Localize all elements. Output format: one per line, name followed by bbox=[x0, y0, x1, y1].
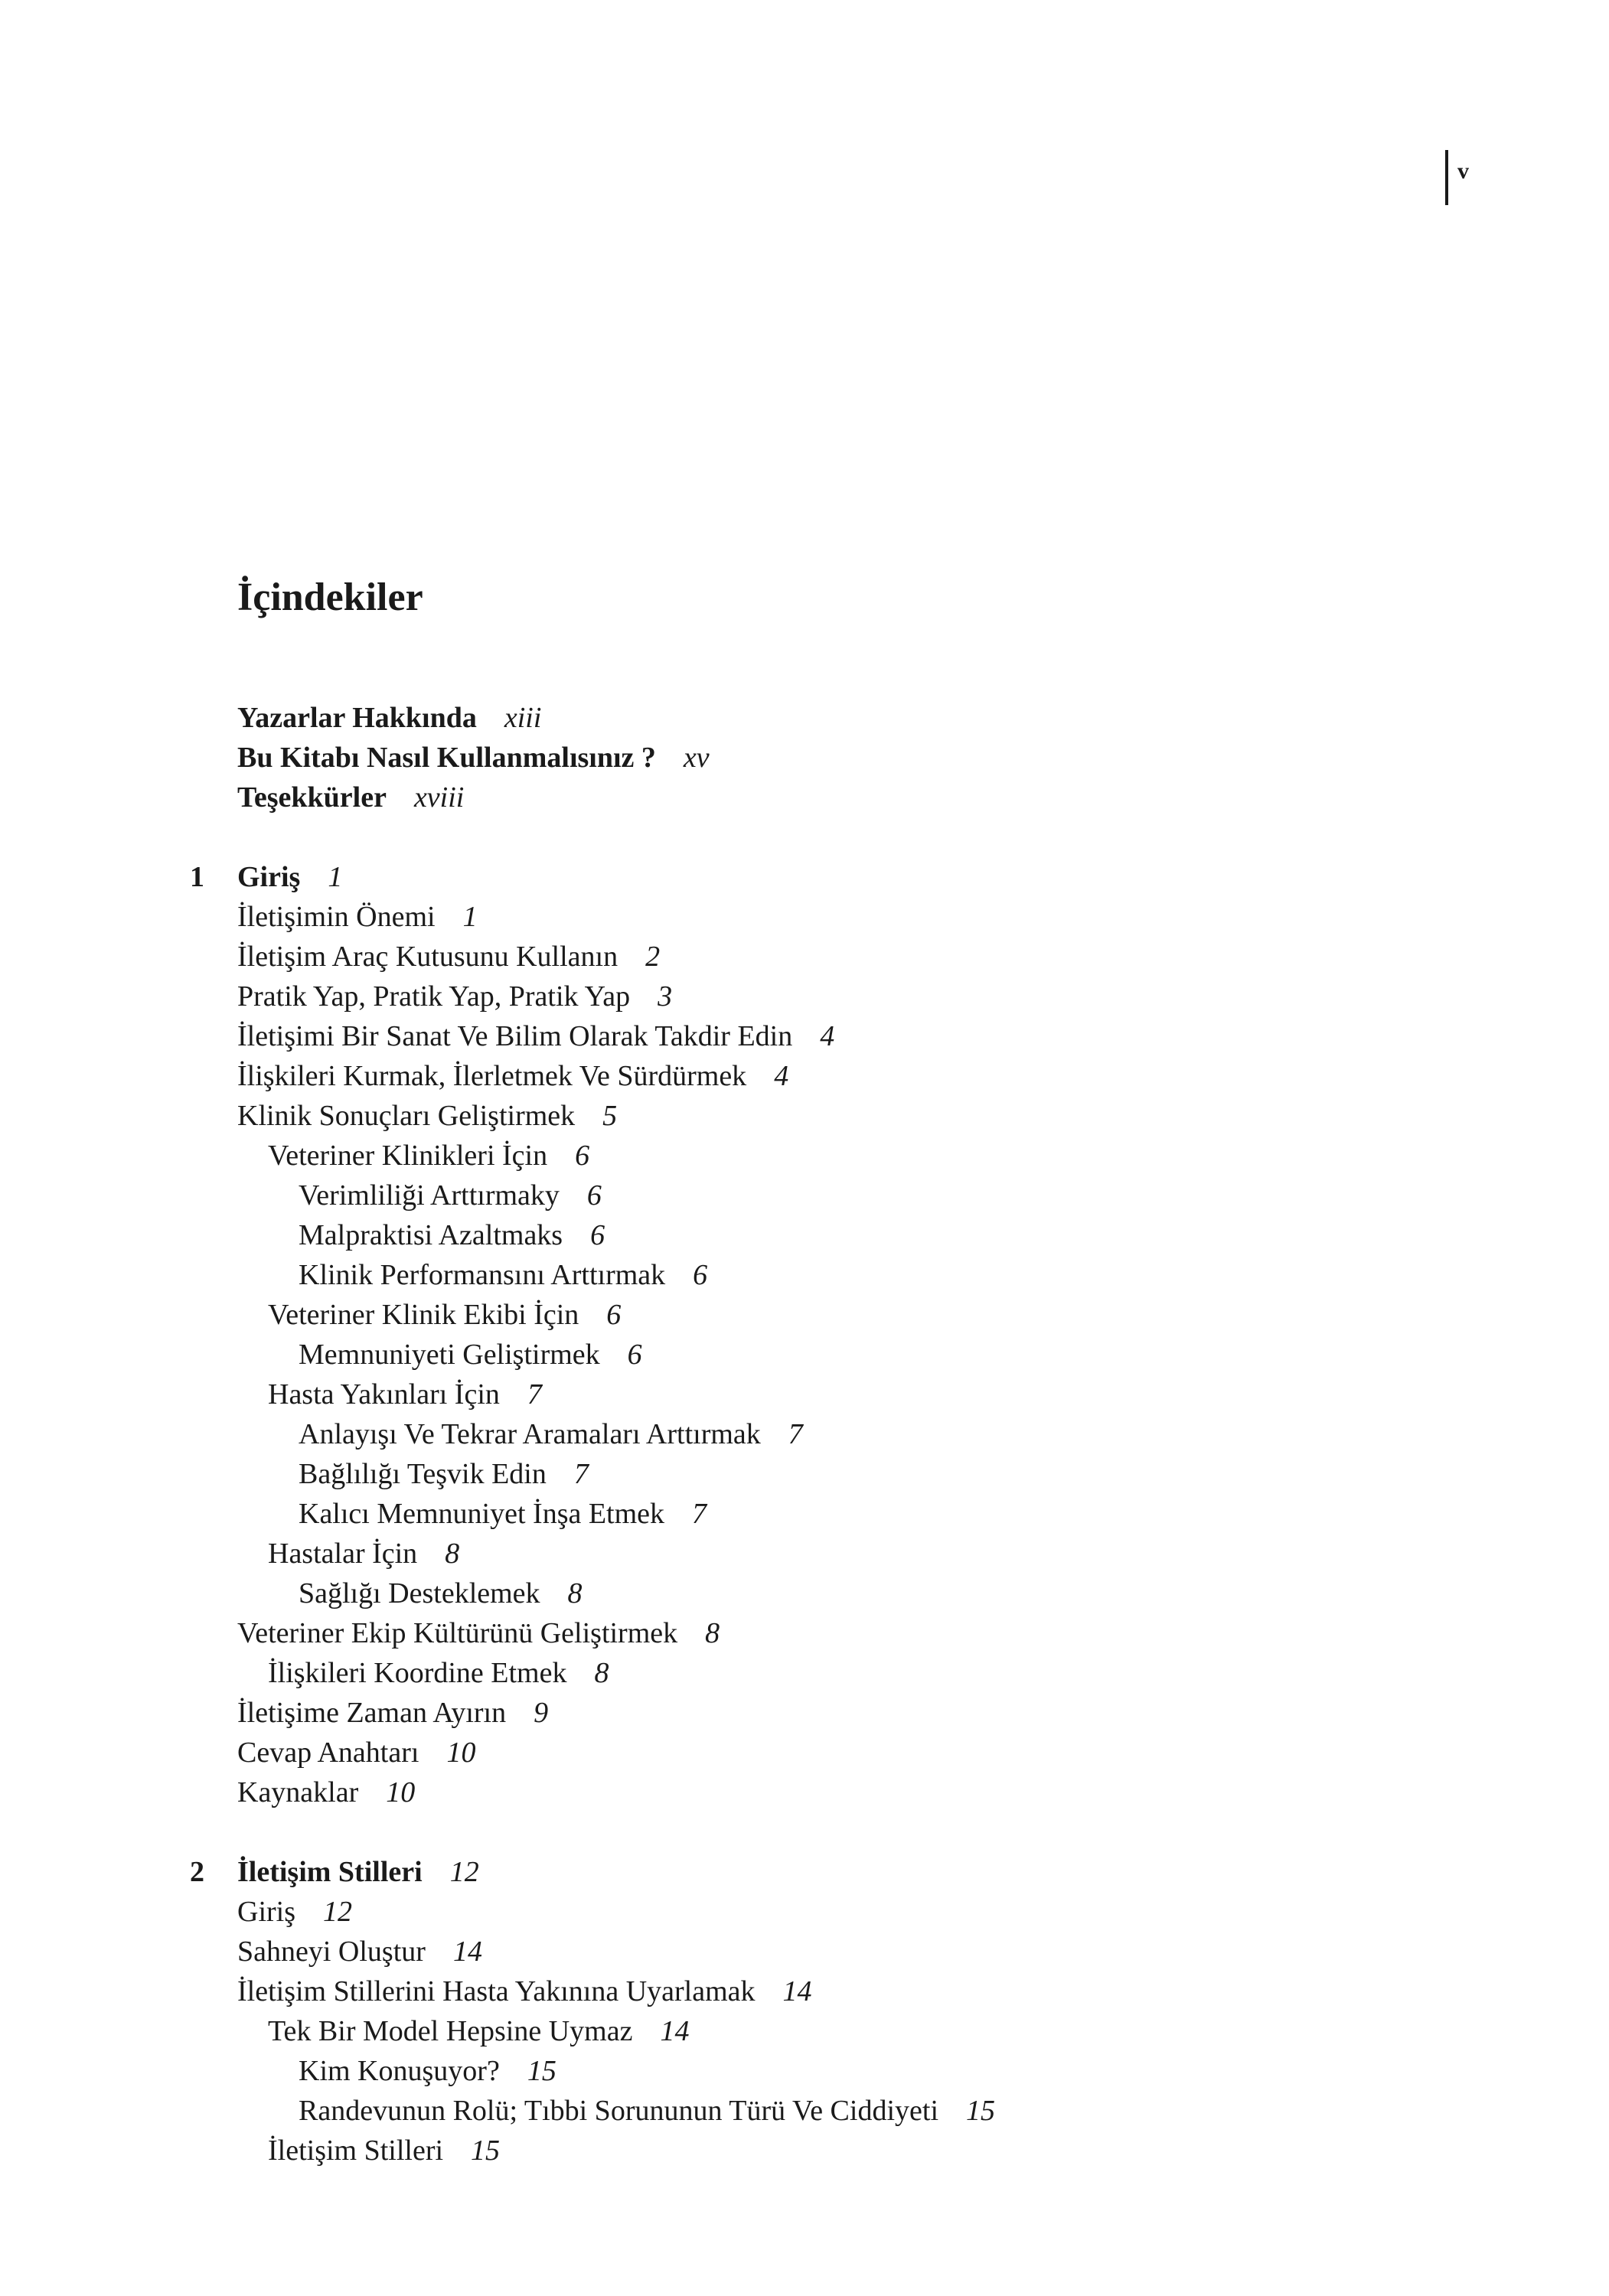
page-title: İçindekiler bbox=[237, 576, 423, 619]
table-of-contents bbox=[190, 698, 1539, 2170]
page-margin-rule bbox=[1445, 150, 1448, 205]
toc-entry[interactable] bbox=[237, 1693, 1539, 1733]
toc-entry[interactable] bbox=[237, 1733, 1539, 1773]
toc-entry-label: Pratik Yap, Pratik Yap, Pratik Yap bbox=[237, 980, 631, 1013]
toc-entry-page: xiii bbox=[504, 702, 542, 734]
toc-entry[interactable] bbox=[237, 1932, 1539, 1971]
toc-entry-label: Kalıcı Memnuniyet İnşa Etmek bbox=[299, 1498, 665, 1530]
toc-entry[interactable] bbox=[237, 1096, 1539, 1136]
toc-entry[interactable] bbox=[237, 1494, 1539, 1534]
toc-entry-page: 6 bbox=[606, 1299, 622, 1331]
toc-entry[interactable] bbox=[237, 738, 1539, 778]
toc-entry-label: Giriş bbox=[237, 861, 301, 893]
toc-entry[interactable] bbox=[237, 1414, 1539, 1454]
toc-entry-label: Veteriner Klinik Ekibi İçin bbox=[268, 1299, 579, 1331]
toc-entry[interactable] bbox=[237, 1255, 1539, 1295]
toc-entry[interactable] bbox=[237, 1016, 1539, 1056]
toc-entry-page: 6 bbox=[590, 1219, 605, 1251]
toc-entry-label: Veteriner Ekip Kültürünü Geliştirmek bbox=[237, 1617, 678, 1649]
toc-entry-page: 14 bbox=[660, 2015, 690, 2047]
toc-entry-label: Yazarlar Hakkında bbox=[237, 702, 477, 734]
toc-entry-page: 8 bbox=[567, 1577, 583, 1609]
toc-entry[interactable] bbox=[237, 2011, 1539, 2051]
toc-entry[interactable] bbox=[237, 698, 1539, 738]
toc-entry-label: İletişim Araç Kutusunu Kullanın bbox=[237, 941, 618, 973]
toc-entry-label: İletişime Zaman Ayırın bbox=[237, 1697, 507, 1729]
toc-entry-label: Veteriner Klinikleri İçin bbox=[268, 1140, 548, 1172]
toc-entry-label: Sahneyi Oluştur bbox=[237, 1936, 426, 1968]
toc-entry[interactable] bbox=[237, 1215, 1539, 1255]
toc-entry-page: 1 bbox=[328, 861, 343, 893]
toc-entry[interactable] bbox=[237, 1335, 1539, 1375]
toc-entry-label: Klinik Sonuçları Geliştirmek bbox=[237, 1100, 576, 1132]
toc-entry-label: İletişim Stillerini Hasta Yakınına Uyarlamak bbox=[237, 1975, 756, 2007]
toc-entry-page: 10 bbox=[386, 1776, 416, 1808]
toc-entry-label: Hasta Yakınları İçin bbox=[268, 1378, 500, 1411]
toc-entry-page: 14 bbox=[452, 1936, 482, 1968]
toc-entry-label: İletişim Stilleri bbox=[268, 2135, 444, 2167]
toc-entry-label: İletişim Stilleri bbox=[237, 1856, 423, 1888]
toc-entry[interactable] bbox=[237, 937, 1539, 977]
toc-entry-page: xviii bbox=[413, 781, 465, 814]
toc-entry-page: 8 bbox=[445, 1538, 460, 1570]
toc-entry[interactable] bbox=[237, 977, 1539, 1016]
toc-entry[interactable] bbox=[237, 1892, 1539, 1932]
toc-entry[interactable] bbox=[237, 1454, 1539, 1494]
toc-entry-page: 4 bbox=[774, 1060, 789, 1092]
toc-entry-label: Tek Bir Model Hepsine Uymaz bbox=[268, 2015, 633, 2047]
toc-entry-page: 7 bbox=[692, 1498, 707, 1530]
toc-entry-page: 15 bbox=[966, 2095, 995, 2127]
toc-entry[interactable] bbox=[237, 1534, 1539, 1574]
toc-entry-page: 9 bbox=[534, 1697, 549, 1729]
toc-entry-label: Randevunun Rolü; Tıbbi Sorununun Türü Ve Ciddiyeti bbox=[299, 2095, 938, 2127]
toc-entry[interactable] bbox=[237, 2051, 1539, 2091]
toc-entry[interactable] bbox=[237, 1056, 1539, 1096]
toc-entry-page: 6 bbox=[575, 1140, 590, 1172]
toc-entry-label: Memnuniyeti Geliştirmek bbox=[299, 1339, 600, 1371]
toc-entry-label: Bu Kitabı Nasıl Kullanmalısınız ? bbox=[237, 742, 656, 774]
toc-entry-page: 10 bbox=[446, 1737, 476, 1769]
toc-entry-page: 7 bbox=[527, 1378, 542, 1411]
toc-entry-page: 14 bbox=[782, 1975, 812, 2007]
toc-entry[interactable] bbox=[237, 1574, 1539, 1613]
toc-entry-page: 6 bbox=[693, 1259, 708, 1291]
toc-entry-label: Bağlılığı Teşvik Edin bbox=[299, 1458, 547, 1490]
toc-entry[interactable] bbox=[237, 1136, 1539, 1176]
toc-entry-page: xv bbox=[683, 742, 710, 774]
toc-entry-label: Malpraktisi Azaltmaks bbox=[299, 1219, 563, 1251]
toc-entry-label: Giriş bbox=[237, 1896, 295, 1928]
toc-entry[interactable] bbox=[237, 1295, 1539, 1335]
toc-entry-page: 12 bbox=[449, 1856, 479, 1888]
toc-entry-page: 6 bbox=[627, 1339, 642, 1371]
toc-entry-page: 2 bbox=[645, 941, 661, 973]
toc-entry-label: Cevap Anahtarı bbox=[237, 1737, 419, 1769]
toc-entry-page: 7 bbox=[573, 1458, 589, 1490]
toc-entry-page: 7 bbox=[788, 1418, 803, 1450]
toc-entry-label: Sağlığı Desteklemek bbox=[299, 1577, 540, 1609]
toc-entry[interactable] bbox=[237, 1653, 1539, 1693]
toc-entry[interactable] bbox=[237, 1971, 1539, 2011]
toc-entry-label: İletişimi Bir Sanat Ve Bilim Olarak Takdir Edin bbox=[237, 1020, 793, 1052]
toc-entry[interactable] bbox=[237, 2131, 1539, 2170]
toc-entry[interactable] bbox=[237, 1773, 1539, 1812]
toc-entry-label: Kaynaklar bbox=[237, 1776, 359, 1808]
toc-entry-label: İlişkileri Koordine Etmek bbox=[268, 1657, 567, 1689]
toc-entry-page: 8 bbox=[594, 1657, 609, 1689]
toc-entry-page: 3 bbox=[658, 980, 673, 1013]
toc-entry[interactable] bbox=[237, 778, 1539, 817]
toc-entry-label: İlişkileri Kurmak, İlerletmek Ve Sürdürmek bbox=[237, 1060, 747, 1092]
toc-entry[interactable] bbox=[237, 1375, 1539, 1414]
toc-entry-label: Verimliliği Arttırmaky bbox=[299, 1179, 560, 1212]
toc-entry-page: 15 bbox=[527, 2055, 556, 2087]
toc-entry-page: 6 bbox=[586, 1179, 602, 1212]
toc-entry-label: İletişimin Önemi bbox=[237, 901, 436, 933]
toc-entry-label: Klinik Performansını Arttırmak bbox=[299, 1259, 666, 1291]
toc-entry[interactable] bbox=[237, 897, 1539, 937]
toc-entry-page: 4 bbox=[820, 1020, 835, 1052]
toc-entry-page: 8 bbox=[705, 1617, 720, 1649]
toc-entry[interactable] bbox=[237, 2091, 1539, 2131]
toc-chapter-entry[interactable] bbox=[190, 1852, 1539, 1892]
toc-entry-label: Hastalar İçin bbox=[268, 1538, 418, 1570]
toc-chapter-number: 1 bbox=[190, 861, 204, 893]
toc-entry-page: 1 bbox=[462, 901, 478, 933]
toc-entry-label: Kim Konuşuyor? bbox=[299, 2055, 500, 2087]
toc-entry-label: Anlayışı Ve Tekrar Aramaları Arttırmak bbox=[299, 1418, 761, 1450]
toc-entry[interactable] bbox=[237, 1176, 1539, 1215]
toc-entry[interactable] bbox=[237, 1613, 1539, 1653]
toc-chapter-number: 2 bbox=[190, 1856, 204, 1888]
toc-chapter-entry[interactable] bbox=[190, 857, 1539, 897]
toc-entry-page: 5 bbox=[602, 1100, 618, 1132]
toc-entry-label: Teşekkürler bbox=[237, 781, 387, 814]
toc-entry-page: 12 bbox=[323, 1896, 352, 1928]
page-number: v bbox=[1457, 158, 1469, 184]
toc-entry-page: 15 bbox=[471, 2135, 501, 2167]
